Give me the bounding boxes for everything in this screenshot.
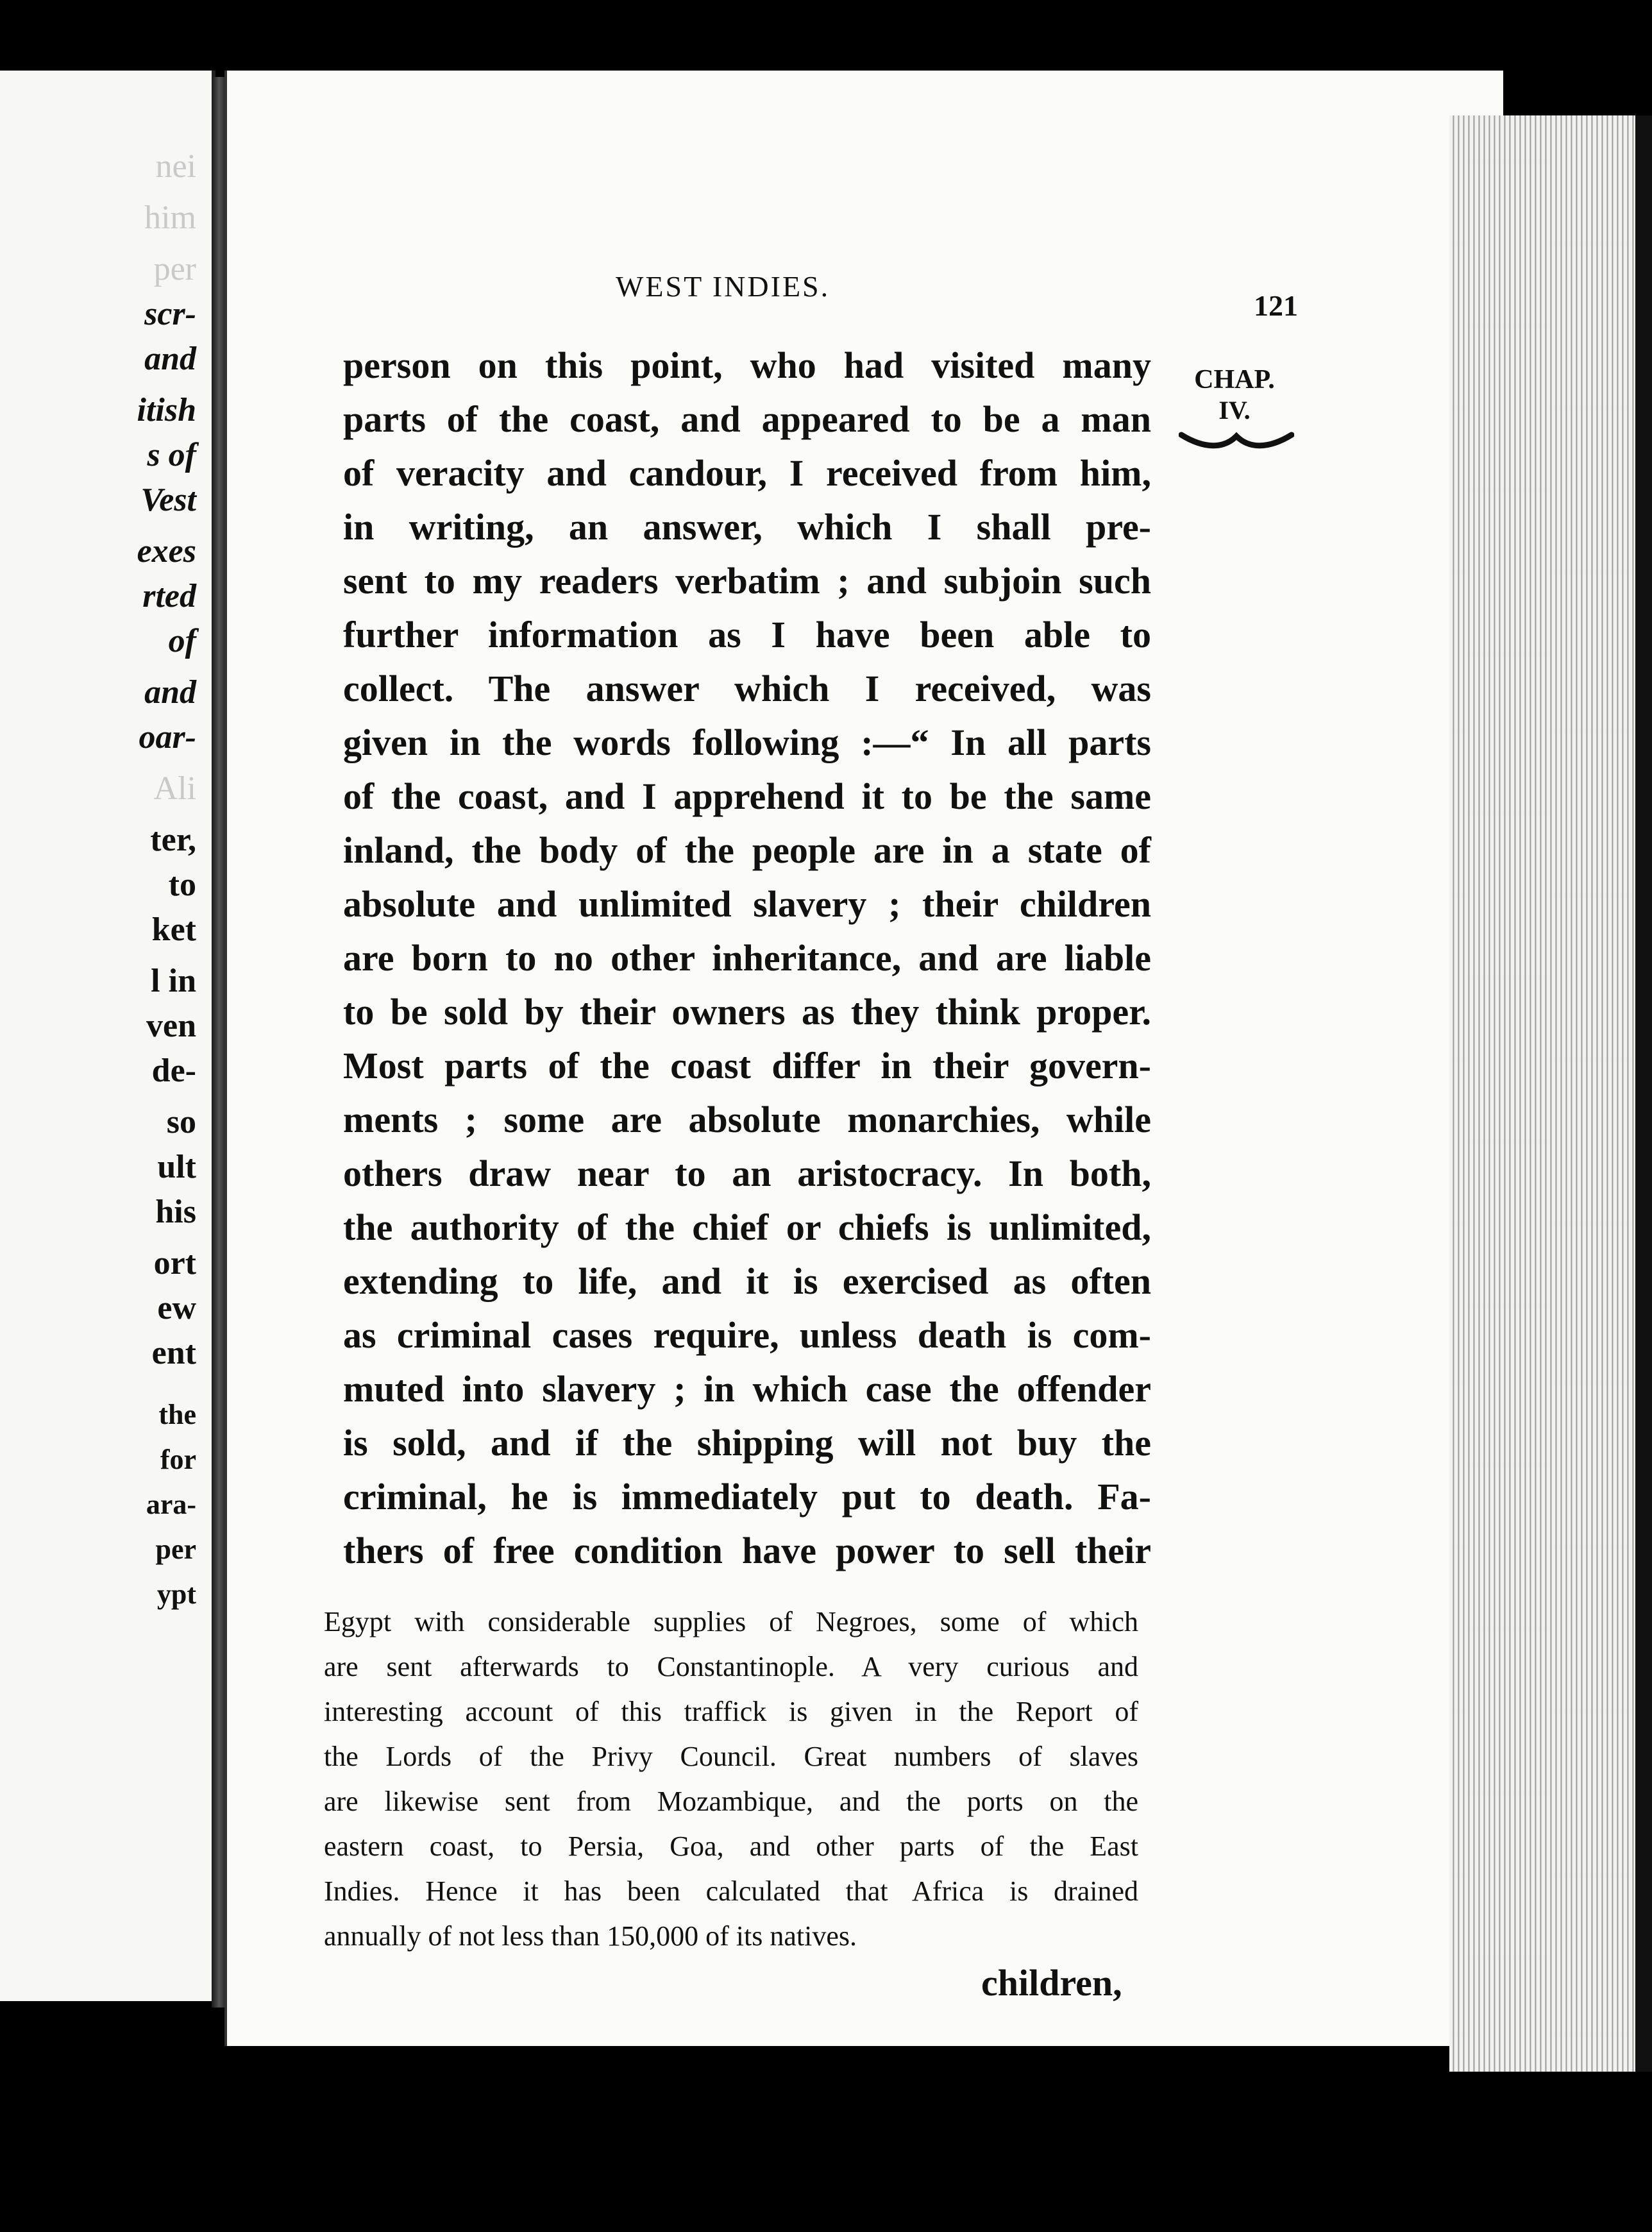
left-page-line: Ali [153, 770, 196, 807]
body-line: Most parts of the coast differ in their govern- [343, 1045, 1151, 1086]
left-page-line: l in [151, 963, 196, 999]
left-page-line: ket [151, 911, 196, 948]
body-line: of the coast, and I apprehend it to be the same [343, 775, 1151, 817]
body-line: collect. The answer which I received, was [343, 668, 1151, 709]
left-page-line: so [166, 1104, 196, 1140]
left-page-line: ter, [150, 822, 196, 858]
left-page-line: of [168, 623, 196, 659]
left-page-line: his [155, 1194, 196, 1230]
left-page-line: per [153, 251, 196, 287]
left-page-line: ult [157, 1149, 196, 1185]
chapter-margin-number: IV. [1218, 396, 1251, 425]
running-header: WEST INDIES. [616, 270, 830, 303]
left-page-line: and [144, 341, 196, 377]
left-page-line: ara- [146, 1489, 196, 1520]
body-line: person on this point, who had visited many [343, 344, 1151, 386]
page-edges [1449, 115, 1652, 2072]
body-line: sent to my readers verbatim ; and subjoin such [343, 560, 1151, 602]
body-line: as criminal cases require, unless death is com- [343, 1314, 1151, 1356]
body-line: ments ; some are absolute monarchies, while [343, 1099, 1151, 1140]
chapter-margin-label: CHAP. [1194, 365, 1275, 394]
left-page-line: rted [142, 578, 196, 614]
footnote-line: are sent afterwards to Constantinople. A very curious and [324, 1651, 1138, 1682]
left-page-line: him [144, 199, 196, 236]
left-page-line: per [155, 1534, 196, 1565]
footnote-line: the Lords of the Privy Council. Great numbers of slaves [324, 1741, 1138, 1772]
body-line: of veracity and candour, I received from him, [343, 452, 1151, 494]
left-page-line: ven [146, 1008, 196, 1044]
body-line: criminal, he is immediately put to death. Fa- [343, 1476, 1151, 1518]
body-line: thers of free condition have power to sell their [343, 1530, 1151, 1571]
body-line: is sold, and if the shipping will not buy the [343, 1422, 1151, 1464]
left-page-line: the [158, 1399, 196, 1430]
footnote-line: interesting account of this traffick is given in the Report of [324, 1696, 1138, 1727]
catchword: children, [981, 1962, 1122, 2004]
body-line: others draw near to an aristocracy. In both, [343, 1153, 1151, 1194]
left-page-line: oar- [139, 719, 196, 756]
left-page-line: ypt [156, 1578, 196, 1610]
footnote-line: Indies. Hence it has been calculated that Africa is drained [324, 1875, 1138, 1907]
left-page [0, 71, 215, 2001]
footnote-line: annually of not less than 150,000 of its natives. [324, 1920, 857, 1952]
left-page-line: s of [147, 437, 196, 473]
footnote-line: eastern coast, to Persia, Goa, and other parts of the East [324, 1830, 1138, 1862]
body-line: extending to life, and it is exercised as often [343, 1260, 1151, 1302]
body-line: are born to no other inheritance, and are liable [343, 937, 1151, 979]
left-page-line: for [160, 1444, 196, 1475]
body-line: absolute and unlimited slavery ; their children [343, 883, 1151, 925]
page-number: 121 [1254, 289, 1298, 322]
left-page-line: to [168, 867, 196, 903]
left-page-line: de- [151, 1053, 196, 1089]
left-page-line: itish [137, 392, 196, 428]
body-line: muted into slavery ; in which case the offender [343, 1368, 1151, 1410]
body-line: the authority of the chief or chiefs is unlimited, [343, 1206, 1151, 1248]
flourish-brace-icon [1179, 423, 1294, 455]
left-page-line: scr- [144, 296, 196, 332]
footnote-line: Egypt with considerable supplies of Negroes, some of which [324, 1606, 1138, 1637]
body-line: in writing, an answer, which I shall pre- [343, 506, 1151, 548]
body-line: further information as I have been able to [343, 614, 1151, 655]
left-page-line: ent [151, 1335, 196, 1371]
left-page-line: Vest [140, 482, 196, 518]
left-page-line: nei [155, 148, 196, 185]
body-line: parts of the coast, and appeared to be a man [343, 398, 1151, 440]
left-page-line: ort [153, 1245, 196, 1281]
left-page-line: exes [137, 533, 196, 570]
left-page-line: and [144, 674, 196, 711]
body-line: to be sold by their owners as they think proper. [343, 991, 1151, 1033]
body-line: inland, the body of the people are in a state of [343, 829, 1151, 871]
left-page-line: ew [157, 1290, 196, 1326]
body-line: given in the words following :—“ In all parts [343, 722, 1151, 763]
footnote-line: are likewise sent from Mozambique, and the ports on the [324, 1786, 1138, 1817]
